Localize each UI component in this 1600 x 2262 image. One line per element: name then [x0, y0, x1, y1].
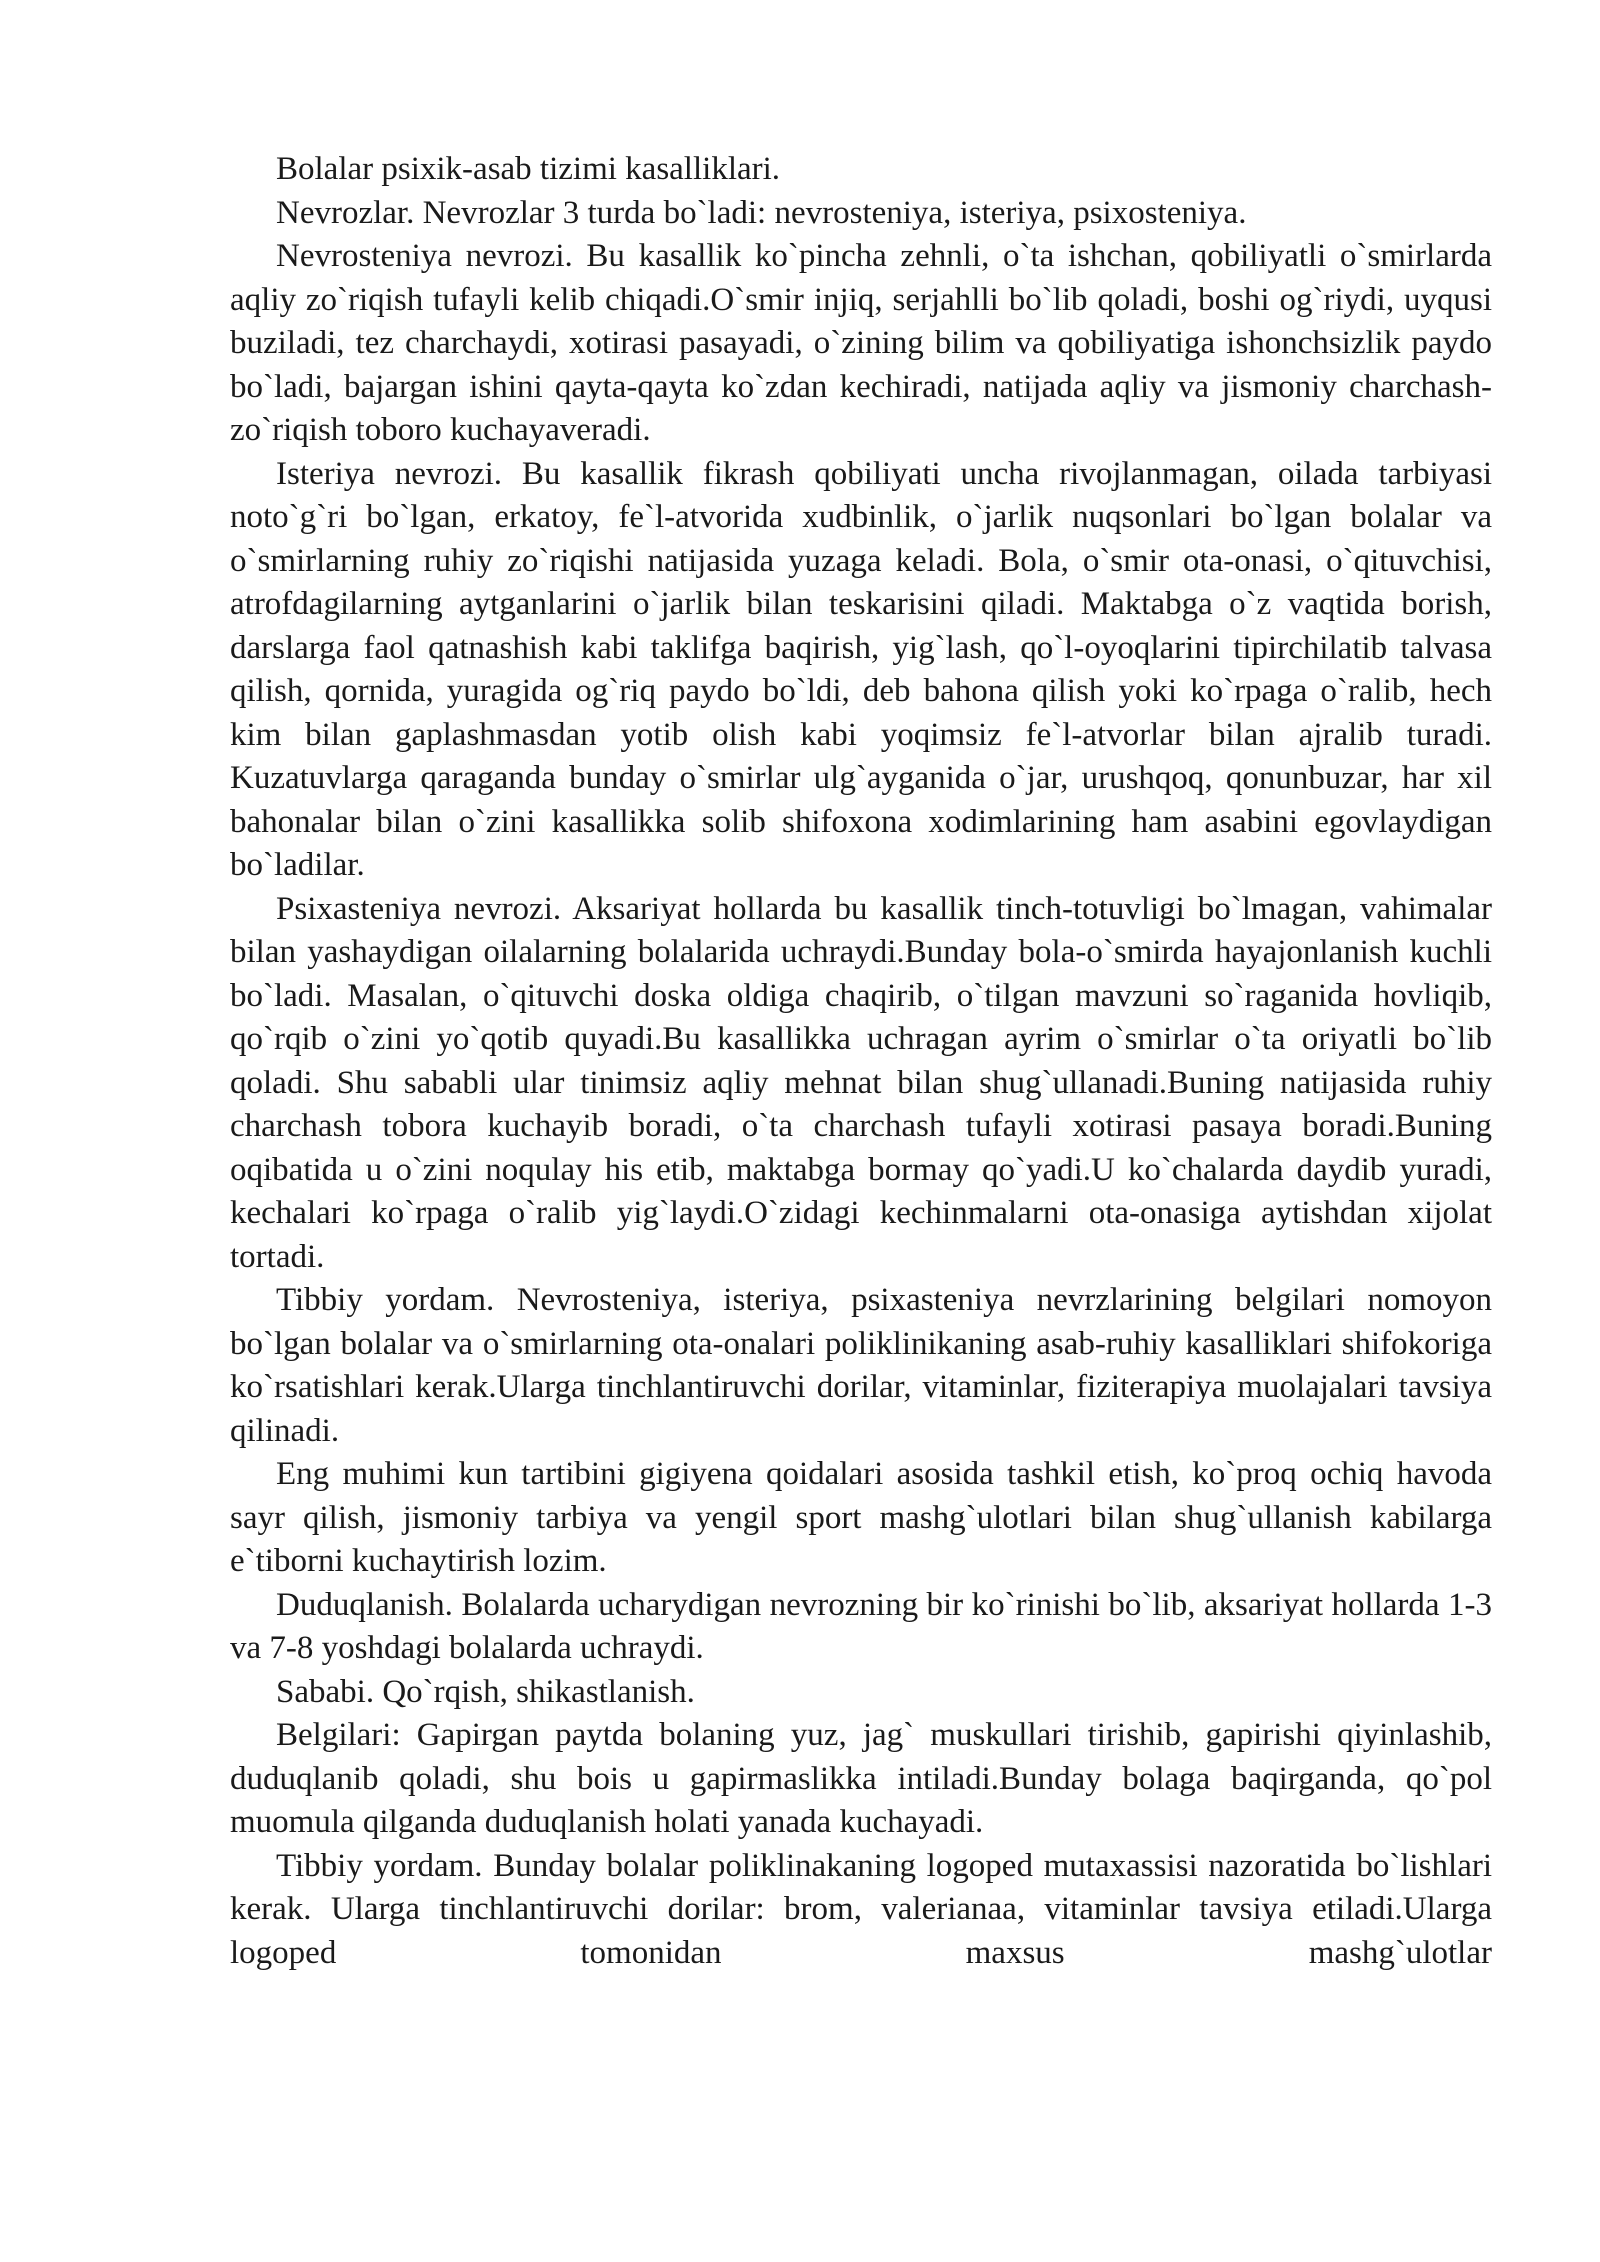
heading-psychoneurological-diseases: Bolalar psixik-asab tizimi kasalliklari.	[276, 151, 781, 187]
paragraph-neurasthenia: Nevrosteniya nevrozi. Bu kasallik ko`pincha zehnli, o`ta ishchan, qobiliyatli o`smirlarda aqliy zo`riqish tufayli kelib chiqadi.O`smir injiq, serjahlli bo`lib qoladi, boshi og`riydi, uyqusi buziladi, tez charchaydi, xotirasi pasayadi, o`zining bilim va qobiliyatiga ishonchsizlik paydo bo`ladi, bajargan ishini qayta-qayta ko`zdan kechiradi, natijada aqliy va jismoniy charchash-zo`riqish toboro kuchayaveradi.	[230, 238, 1492, 448]
paragraph-symptoms: Belgilari: Gapirgan paytda bolaning yuz, jag` muskullari tirishib, gapirishi qiyinlashib, duduqlanib qoladi, shu bois u gapirmaslikka intiladi.Bunday bolaga baqirganda, qo`pol muomula qilganda duduqlanish holati yanada kuchayadi.	[230, 1717, 1492, 1840]
paragraph-medical-help: Tibbiy yordam. Nevrosteniya, isteriya, psixasteniya nevrzlarining belgilari nomoyon bo`lgan bolalar va o`smirlarning ota-onalari poliklinikaning asab-ruhiy kasalliklari shifokoriga ko`rsatishlari kerak.Ularga tinchlantiruvchi dorilar, vitaminlar, fiziterapiya muolajalari tavsiya qilinadi.	[230, 1282, 1492, 1449]
paragraph-causes: Sababi. Qo`rqish, shikastlanish.	[276, 1673, 695, 1710]
paragraph-daily-routine: Eng muhimi kun tartibini gigiyena qoidalari asosida tashkil etish, ko`proq ochiq havoda sayr qilish, jismoniy tarbiya va yengil sport mashg`ulotlari bilan shug`ullanish kabilarga e`tiborni kuchaytirish lozim.	[230, 1456, 1492, 1579]
paragraph-stuttering-medical-help: Tibbiy yordam. Bunday bolalar poliklinakaning logoped mutaxassisi nazoratida bo`lishlari kerak. Ularga tinchlantiruvchi dorilar: brom, valerianaa, vitaminlar tavsiya etiladi.Ularga logoped tomonidan maxsus mashg`ulotlar	[230, 1847, 1492, 1971]
paragraph-stuttering: Duduqlanish. Bolalarda ucharydigan nevrozning bir ko`rinishi bo`lib, aksariyat hollarda 1-3 va 7-8 yoshdagi bolalarda uchraydi.	[230, 1586, 1492, 1666]
paragraph-neuroses: Nevrozlar. Nevrozlar 3 turda bo`ladi: nevrosteniya, isteriya, psixosteniya.	[276, 194, 1247, 231]
paragraph-psychasthenia: Psixasteniya nevrozi. Aksariyat hollarda bu kasallik tinch-totuvligi bo`lmagan, vahimalar bilan yashaydigan oilalarning bolalarida uchraydi.Bunday bola-o`smirda hayajonlanish kuchli bo`ladi. Masalan, o`qituvchi doska oldiga chaqirib, o`tilgan mavzuni so`raganida hovliqib, qo`rqib o`zini yo`qotib quyadi.Bu kasallikka uchragan ayrim o`smirlar o`ta oriyatli bo`lib qoladi. Shu sababli ular tinimsiz aqliy mehnat bilan shug`ullanadi.Buning natijasida ruhiy charchash tobora kuchayib boradi, o`ta charchash tufayli xotirasi pasaya boradi.Buning oqibatida u o`zini noqulay his etib, maktabga bormay qo`yadi.U ko`chalarda daydib yuradi, kechalari ko`rpaga o`ralib yig`laydi.O`zidagi kechinmalarni ota-onasiga aytishdan xijolat tortadi.	[230, 890, 1492, 1275]
paragraph-hysteria: Isteriya nevrozi. Bu kasallik fikrash qobiliyati uncha rivojlanmagan, oilada tarbiyasi noto`g`ri bo`lgan, erkatoy, fe`l-atvorida xudbinlik, o`jarlik nuqsonlari bo`lgan bolalar va o`smirlarning ruhiy zo`riqishi natijasida yuzaga keladi. Bola, o`smir ota-onasi, o`qituvchisi, atrofdagilarning aytganlarini o`jarlik bilan teskarisini qiladi. Maktabga o`z vaqtida borish, darslarga faol qatnashish kabi taklifga baqirish, yig`lash, qo`l-oyoqlarini tipirchilatib talvasa qilish, qornida, yuragida og`riq paydo bo`ldi, deb bahona qilish yoki ko`rpaga o`ralib, hech kim bilan gaplashmasdan yotib olish kabi yoqimsiz fe`l-atvorlar bilan ajralib turadi. Kuzatuvlarga qaraganda bunday o`smirlar ulg`ayganida o`jar, urushqoq, qonunbuzar, har xil bahonalar bilan o`zini kasallikka solib shifoxona xodimlarining ham asabini egovlaydigan bo`ladilar.	[230, 455, 1492, 883]
document-page	[230, 148, 1492, 1975]
